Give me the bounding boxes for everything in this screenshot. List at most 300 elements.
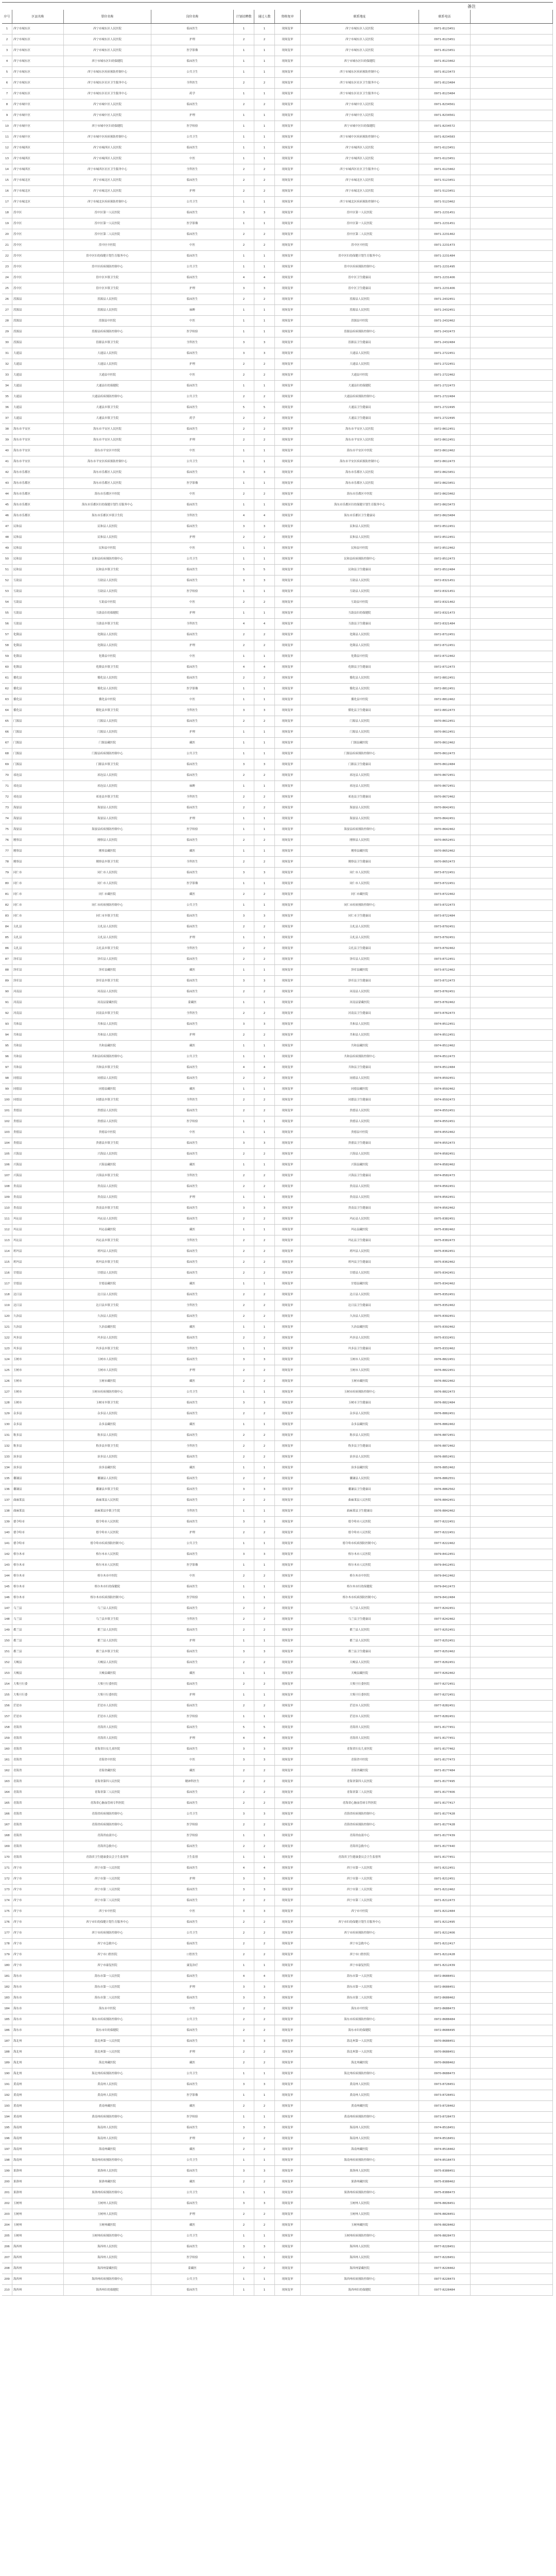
table-row (2, 1917, 553, 1928)
table-cell-remarks (471, 273, 553, 283)
table-cell-post: 全科医生 (151, 792, 234, 802)
table-cell-review: 现场复审 (275, 1549, 301, 1560)
table-cell-post: 护理 (151, 283, 234, 294)
table-cell-remarks (471, 1246, 553, 1257)
table-cell-phone: 0972-8712451 (419, 640, 471, 651)
table-cell-no: 186 (2, 2025, 12, 2036)
table-cell-phone: 0971-8177451 (419, 1852, 471, 1862)
table-cell-review: 现场复审 (275, 770, 301, 781)
table-row (2, 2177, 553, 2188)
table-cell-address: 海西州人民医院 (301, 2242, 419, 2252)
table-row (2, 1354, 553, 1365)
table-cell-plan: 1 (234, 262, 254, 272)
table-cell-phone: 0971-2722451 (419, 359, 471, 369)
table-cell-unit: 尖扎县人民医院 (64, 922, 151, 932)
table-cell-post: 医学检验 (151, 2112, 234, 2122)
table-cell-pass: 2 (254, 1657, 275, 1668)
table-cell-no: 78 (2, 857, 12, 867)
table-cell-remarks (471, 1214, 553, 1224)
table-cell-phone: 0971-2432451 (419, 294, 471, 304)
table-row (2, 348, 553, 359)
table-cell-phone: 0971-8123451 (419, 35, 471, 45)
table-cell-review: 现场复审 (275, 987, 301, 997)
table-cell-district: 西宁市城中区 (12, 110, 64, 121)
table-cell-address: 海西州人民医院 (301, 2252, 419, 2263)
table-cell-phone: 0972-8321451 (419, 575, 471, 586)
table-cell-phone: 0977-8222451 (419, 1528, 471, 1538)
table-cell-post: 藏医 (151, 1225, 234, 1235)
table-cell-review: 现场复审 (275, 1798, 301, 1808)
table-cell-pass: 3 (254, 1398, 275, 1408)
table-cell-post: 临床医生 (151, 2166, 234, 2176)
table-cell-unit: 同德县乡镇卫生院 (64, 1095, 151, 1105)
table-cell-remarks (471, 316, 553, 326)
table-row (2, 1571, 553, 1582)
table-cell-remarks (471, 1419, 553, 1430)
table-cell-district: 玛多县 (12, 1344, 64, 1354)
table-cell-unit: 西宁市城西区人民医院 (64, 143, 151, 153)
table-cell-post: 医学检验 (151, 586, 234, 597)
table-cell-pass: 1 (254, 446, 275, 456)
table-cell-remarks (471, 1127, 553, 1138)
table-cell-review: 现场复审 (275, 1625, 301, 1635)
table-cell-address: 湟源县卫生健康局 (301, 337, 419, 348)
table-row (2, 1452, 553, 1463)
table-cell-phone: 0975-8342451 (419, 1268, 471, 1278)
table-row (2, 1668, 553, 1679)
table-cell-no: 204 (2, 2220, 12, 2230)
table-cell-post: 临床医生 (151, 273, 234, 283)
table-cell-no: 53 (2, 586, 12, 597)
table-cell-pass: 1 (254, 500, 275, 510)
table-cell-district: 西宁市 (12, 1885, 64, 1895)
table-cell-plan: 1 (234, 1852, 254, 1862)
table-cell-post: 临床医生 (151, 1062, 234, 1073)
table-cell-remarks (471, 1019, 553, 1029)
table-cell-phone: 0971-8123462 (419, 56, 471, 66)
table-cell-no: 193 (2, 2101, 12, 2111)
table-cell-remarks (471, 597, 553, 607)
table-row (2, 565, 553, 575)
table-cell-remarks (471, 889, 553, 900)
table-row (2, 1506, 553, 1517)
table-row (2, 1333, 553, 1344)
table-cell-district: 海晏县 (12, 824, 64, 835)
table-cell-district: 化隆县 (12, 640, 64, 651)
table-cell-unit: 互助县人民医院 (64, 586, 151, 597)
table-cell-post: 临床医生 (151, 976, 234, 986)
table-cell-plan: 2 (234, 1928, 254, 1938)
table-cell-phone: 0970-8652462 (419, 846, 471, 856)
table-cell-plan: 2 (234, 954, 254, 964)
table-cell-no: 55 (2, 608, 12, 618)
table-cell-unit: 西宁市城东区人民医院 (64, 24, 151, 34)
table-cell-post: 公共卫生 (151, 67, 234, 77)
table-cell-district: 泽库县 (12, 965, 64, 975)
table-cell-no: 33 (2, 370, 12, 380)
table-cell-phone: 0971-2722495 (419, 413, 471, 423)
table-cell-post: 藏医 (151, 965, 234, 975)
table-cell-unit: 称多县人民医院 (64, 1430, 151, 1440)
table-cell-remarks (471, 1398, 553, 1408)
table-cell-review: 现场复审 (275, 1657, 301, 1668)
table-row (2, 597, 553, 608)
table-cell-unit: 民和县人民医院 (64, 521, 151, 532)
table-cell-plan: 1 (234, 381, 254, 391)
table-cell-unit: 同仁市人民医院 (64, 868, 151, 878)
table-cell-post: 临床医生 (151, 1603, 234, 1614)
table-cell-remarks (471, 1852, 553, 1862)
table-cell-post: 临床医生 (151, 1073, 234, 1083)
table-cell-phone: 0975-8332462 (419, 1344, 471, 1354)
table-cell-post: 藏医 (151, 1041, 234, 1051)
table-cell-plan: 1 (234, 684, 254, 694)
table-cell-phone: 0975-8388462 (419, 2177, 471, 2187)
table-cell-district: 湟中区 (12, 229, 64, 240)
table-cell-pass: 1 (254, 327, 275, 337)
table-cell-plan: 1 (234, 251, 254, 261)
table-cell-address: 共和县人民医院 (301, 1030, 419, 1040)
table-cell-review: 现场复审 (275, 965, 301, 975)
table-row (2, 1755, 553, 1766)
table-cell-phone: 0975-8352451 (419, 1290, 471, 1300)
table-cell-remarks (471, 1906, 553, 1917)
table-cell-plan: 2 (234, 1776, 254, 1787)
table-cell-address: 西宁市妇幼保健计划生育服务中心 (301, 1917, 419, 1927)
table-row (2, 402, 553, 413)
table-row (2, 781, 553, 792)
table-cell-unit: 格尔木市中医院 (64, 1571, 151, 1581)
table-cell-pass: 2 (254, 175, 275, 185)
table-cell-post: 中医 (151, 489, 234, 499)
table-cell-no: 32 (2, 359, 12, 369)
table-row (2, 1365, 553, 1376)
table-cell-address: 海东市第二人民医院 (301, 1993, 419, 2003)
table-cell-phone: 0972-8623451 (419, 478, 471, 488)
table-cell-post: 医学检验 (151, 824, 234, 835)
table-cell-address: 泽库县藏医院 (301, 965, 419, 975)
table-cell-district: 黄南州 (12, 2112, 64, 2122)
table-cell-post: 藏医 (151, 1160, 234, 1170)
table-row (2, 976, 553, 987)
table-cell-address: 德令哈市疾病预防控制中心 (301, 1538, 419, 1549)
table-cell-no: 39 (2, 435, 12, 445)
table-cell-phone: 0975-8332451 (419, 1333, 471, 1343)
table-cell-no: 149 (2, 1625, 12, 1635)
table-cell-pass: 2 (254, 954, 275, 964)
table-cell-post: 医学影像 (151, 478, 234, 488)
table-cell-review: 现场复审 (275, 1939, 301, 1949)
table-cell-district: 德令哈市 (12, 1538, 64, 1549)
table-cell-post: 公共卫生 (151, 1809, 234, 1819)
table-cell-unit: 青海省妇女儿童医院 (64, 1744, 151, 1754)
table-cell-plan: 3 (234, 1203, 254, 1213)
table-row (2, 575, 553, 586)
table-cell-post: 全科医生 (151, 705, 234, 716)
table-cell-plan: 3 (234, 208, 254, 218)
table-row (2, 305, 553, 316)
table-cell-no: 46 (2, 511, 12, 521)
table-cell-remarks (471, 370, 553, 380)
table-cell-review: 现场复审 (275, 803, 301, 813)
table-cell-plan: 2 (234, 1657, 254, 1668)
table-cell-post: 临床医生 (151, 1214, 234, 1224)
table-cell-no: 8 (2, 99, 12, 110)
table-cell-phone: 0973-8792451 (419, 922, 471, 932)
table-cell-pass: 3 (254, 1138, 275, 1148)
table-cell-no: 12 (2, 143, 12, 153)
table-row (2, 208, 553, 218)
table-cell-phone: 0971-8123451 (419, 45, 471, 56)
table-row (2, 1960, 553, 1971)
table-cell-remarks (471, 456, 553, 467)
table-cell-address: 海南州人民医院 (301, 2123, 419, 2133)
table-row (2, 381, 553, 392)
table-cell-review: 现场复审 (275, 2112, 301, 2122)
table-cell-address: 门源县疾病预防控制中心 (301, 749, 419, 759)
table-cell-phone: 0971-2231451 (419, 208, 471, 218)
table-cell-remarks (471, 1993, 553, 2003)
table-cell-post: 临床医生 (151, 1744, 234, 1754)
table-cell-review: 现场复审 (275, 814, 301, 824)
table-cell-no: 42 (2, 467, 12, 478)
table-cell-post: 临床医生 (151, 500, 234, 510)
table-cell-unit: 玉树州人民医院 (64, 2198, 151, 2209)
table-cell-review: 现场复审 (275, 1062, 301, 1073)
table-cell-plan: 2 (234, 1917, 254, 1927)
table-row (2, 1019, 553, 1030)
table-cell-address: 甘德县人民医院 (301, 1268, 419, 1278)
table-cell-review: 现场复审 (275, 2058, 301, 2068)
table-cell-review: 现场复审 (275, 911, 301, 921)
table-cell-no: 67 (2, 738, 12, 748)
table-cell-plan: 2 (234, 1473, 254, 1484)
table-cell-remarks (471, 608, 553, 618)
table-cell-plan: 1 (234, 2090, 254, 2100)
table-cell-district: 囊谦县 (12, 1473, 64, 1484)
table-row (2, 770, 553, 781)
table-cell-review: 现场复审 (275, 1311, 301, 1321)
table-cell-unit: 治多县藏医院 (64, 1463, 151, 1473)
table-cell-pass: 1 (254, 1387, 275, 1397)
table-cell-remarks (471, 67, 553, 77)
table-cell-plan: 2 (234, 2101, 254, 2111)
table-cell-district: 循化县 (12, 705, 64, 716)
table-row (2, 218, 553, 229)
table-cell-pass: 3 (254, 1874, 275, 1884)
table-cell-unit: 玉树州疾病预防控制中心 (64, 2231, 151, 2241)
table-cell-unit: 西宁市城中区妇幼保健院 (64, 121, 151, 131)
table-row (2, 1225, 553, 1235)
table-cell-post: 公共卫生 (151, 197, 234, 207)
table-cell-post: 护理 (151, 640, 234, 651)
table-cell-plan: 2 (234, 1008, 254, 1019)
table-cell-pass: 2 (254, 1268, 275, 1278)
table-cell-district: 祁连县 (12, 770, 64, 781)
table-row (2, 1679, 553, 1690)
table-cell-phone: 0976-8822473 (419, 1387, 471, 1397)
table-row (2, 78, 553, 89)
table-cell-phone: 0971-2722462 (419, 370, 471, 380)
table-cell-plan: 2 (234, 597, 254, 607)
table-cell-unit: 海东市中医院 (64, 2004, 151, 2014)
table-cell-pass: 1 (254, 143, 275, 153)
table-cell-review: 现场复审 (275, 435, 301, 445)
table-cell-review: 现场复审 (275, 1852, 301, 1862)
table-cell-no: 63 (2, 694, 12, 705)
table-cell-remarks (471, 24, 553, 34)
table-cell-remarks (471, 2079, 553, 2090)
table-cell-phone: 0971-8212462 (419, 1885, 471, 1895)
table-cell-post: 临床医生 (151, 1917, 234, 1927)
header-row (2, 10, 553, 23)
table-cell-plan: 2 (234, 1030, 254, 1040)
table-cell-phone: 0979-8412473 (419, 1582, 471, 1592)
table-cell-post: 藏医 (151, 2177, 234, 2187)
table-cell-review: 现场复审 (275, 857, 301, 867)
table-cell-plan: 2 (234, 835, 254, 845)
table-cell-district: 西宁市城西区 (12, 154, 64, 164)
table-cell-plan: 2 (234, 1798, 254, 1808)
table-cell-remarks (471, 35, 553, 45)
table-row (2, 1928, 553, 1939)
table-cell-phone: 0973-8722462 (419, 889, 471, 900)
table-cell-review: 现场复审 (275, 110, 301, 121)
table-cell-plan: 2 (234, 1820, 254, 1830)
table-cell-unit: 海西州疾病预防控制中心 (64, 2274, 151, 2284)
table-cell-no: 140 (2, 1528, 12, 1538)
table-cell-district: 西宁市 (12, 1863, 64, 1873)
table-cell-address: 黄南州人民医院 (301, 2090, 419, 2100)
table-cell-unit: 甘德县人民医院 (64, 1268, 151, 1278)
table-cell-post: 临床医生 (151, 803, 234, 813)
table-row (2, 2220, 553, 2231)
table-cell-pass: 3 (254, 1484, 275, 1495)
table-cell-pass: 4 (254, 1733, 275, 1743)
table-cell-review: 现场复审 (275, 208, 301, 218)
table-cell-pass: 2 (254, 1008, 275, 1019)
table-cell-no: 158 (2, 1722, 12, 1733)
table-cell-pass: 2 (254, 392, 275, 402)
table-cell-remarks (471, 1279, 553, 1289)
table-cell-remarks (471, 1939, 553, 1949)
table-cell-district: 民和县 (12, 565, 64, 575)
table-cell-post: 医学影像 (151, 878, 234, 889)
table-cell-review: 现场复审 (275, 651, 301, 662)
table-cell-remarks (471, 1528, 553, 1538)
table-cell-plan: 2 (234, 1257, 254, 1267)
table-row (2, 2263, 553, 2274)
table-cell-address: 海东市乐都区中医院 (301, 489, 419, 499)
table-cell-address: 民和县人民医院 (301, 532, 419, 543)
table-cell-no: 113 (2, 1235, 12, 1246)
table-cell-remarks (471, 1008, 553, 1019)
table-cell-plan: 2 (234, 2209, 254, 2219)
table-cell-address: 玉树州疾病预防控制中心 (301, 2231, 419, 2241)
table-row (2, 1647, 553, 1657)
table-cell-pass: 2 (254, 1950, 275, 1960)
table-cell-district: 大柴旦行委 (12, 1679, 64, 1689)
table-cell-no: 170 (2, 1852, 12, 1862)
table-cell-remarks (471, 1744, 553, 1754)
table-cell-unit: 互助县中医院 (64, 597, 151, 607)
table-row (2, 2079, 553, 2090)
table-cell-review: 现场复审 (275, 1744, 301, 1754)
table-cell-unit: 西宁市妇幼保健计划生育服务中心 (64, 1917, 151, 1927)
table-cell-address: 果洛州藏医院 (301, 2177, 419, 2187)
table-cell-remarks (471, 2090, 553, 2100)
table-cell-phone: 0971-8177417 (419, 1798, 471, 1808)
table-cell-phone: 0973-8712462 (419, 965, 471, 975)
header-cell (471, 10, 553, 23)
table-cell-review: 现场复审 (275, 56, 301, 66)
table-cell-review: 现场复审 (275, 305, 301, 315)
table-row (2, 2274, 553, 2285)
table-cell-unit: 同仁市疾病预防控制中心 (64, 900, 151, 910)
table-cell-no: 60 (2, 662, 12, 672)
table-cell-phone: 0972-8612451 (419, 424, 471, 434)
table-cell-district: 同仁市 (12, 911, 64, 921)
table-cell-no: 142 (2, 1549, 12, 1560)
table-cell-review: 现场复审 (275, 554, 301, 564)
table-cell-unit: 共和县疾病预防控制中心 (64, 1052, 151, 1062)
table-cell-unit: 青海省急救中心 (64, 1841, 151, 1852)
table-cell-no: 164 (2, 1787, 12, 1798)
table-cell-district: 海南州 (12, 2144, 64, 2155)
table-cell-plan: 2 (234, 1528, 254, 1538)
table-cell-district: 海东市平安区 (12, 424, 64, 434)
table-cell-pass: 1 (254, 1225, 275, 1235)
table-cell-remarks (471, 976, 553, 986)
table-cell-pass: 3 (254, 348, 275, 359)
table-row (2, 673, 553, 684)
table-cell-pass: 1 (254, 2285, 275, 2295)
table-cell-address: 刚察县人民医院 (301, 835, 419, 845)
table-cell-address: 海南州人民医院 (301, 2133, 419, 2144)
table-cell-unit: 西宁市城东区人民医院 (64, 35, 151, 45)
table-cell-remarks (471, 1430, 553, 1440)
table-cell-plan: 1 (234, 500, 254, 510)
table-cell-plan: 1 (234, 67, 254, 77)
table-cell-district: 贵德县 (12, 1106, 64, 1116)
table-cell-pass: 3 (254, 1354, 275, 1365)
table-cell-pass: 1 (254, 1592, 275, 1603)
table-cell-plan: 1 (234, 824, 254, 835)
table-cell-pass: 1 (254, 878, 275, 889)
table-cell-plan: 2 (234, 2014, 254, 2025)
table-cell-no: 191 (2, 2079, 12, 2090)
table-cell-district: 湟中区 (12, 273, 64, 283)
table-cell-review: 现场复审 (275, 35, 301, 45)
table-cell-address: 玉树州人民医院 (301, 2209, 419, 2219)
table-cell-post: 公共卫生 (151, 2069, 234, 2079)
table-cell-address: 海东市妇幼保健院 (301, 2025, 419, 2036)
table-cell-no: 144 (2, 1571, 12, 1581)
table-cell-address: 西宁市康复医院 (301, 1960, 419, 1971)
table-cell-remarks (471, 1582, 553, 1592)
table-cell-remarks (471, 868, 553, 878)
table-row (2, 2014, 553, 2025)
table-cell-post: 临床医生 (151, 1268, 234, 1278)
table-cell-unit: 班玛县乡镇卫生院 (64, 1257, 151, 1267)
table-cell-review: 现场复审 (275, 1181, 301, 1192)
table-cell-pass: 2 (254, 359, 275, 369)
table-cell-review: 现场复审 (275, 370, 301, 380)
table-cell-plan: 3 (234, 1744, 254, 1754)
table-cell-address: 化隆县人民医院 (301, 630, 419, 640)
table-cell-phone: 0974-8518473 (419, 2155, 471, 2165)
table-cell-post: 医学检验 (151, 327, 234, 337)
